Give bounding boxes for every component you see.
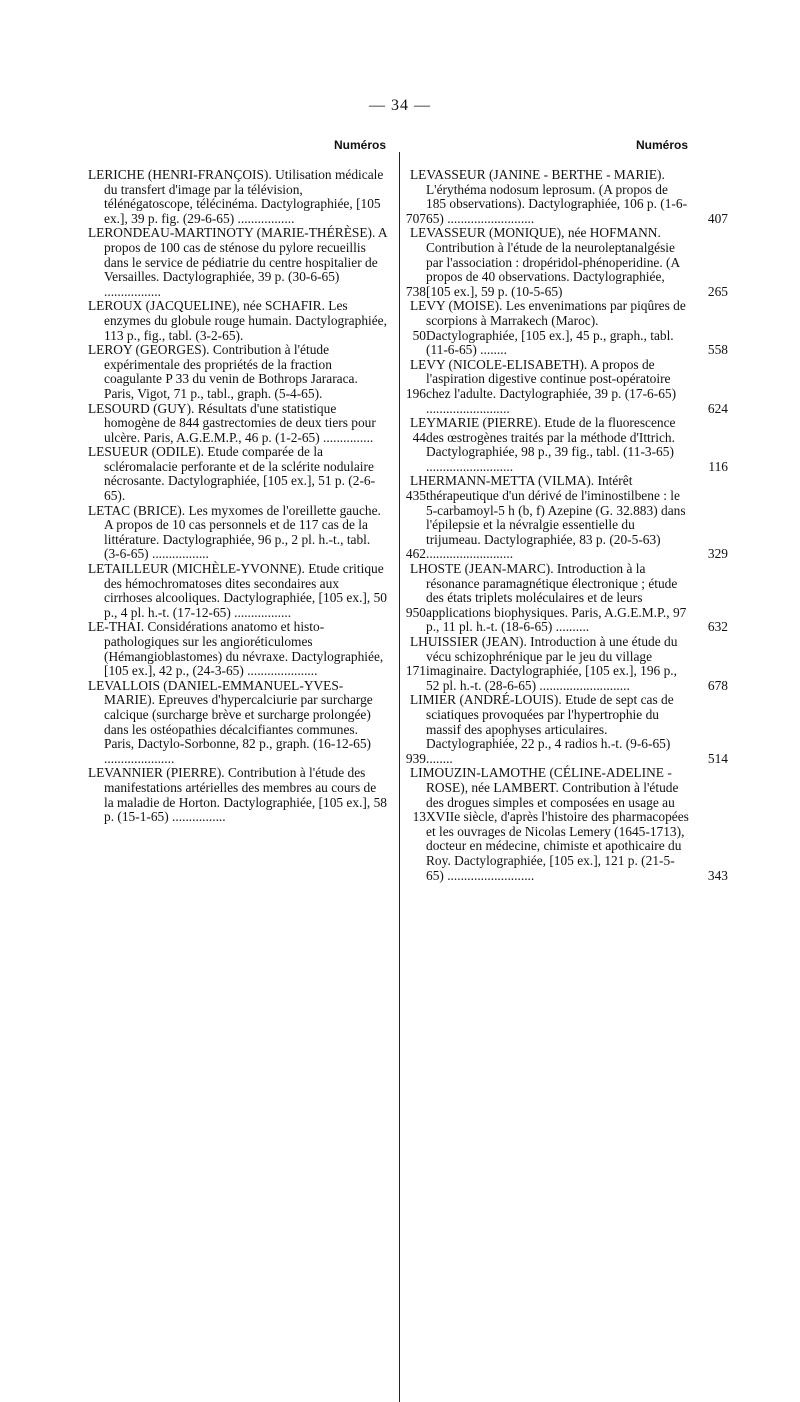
entry-number: 44: [412, 429, 426, 445]
right-column: [410, 138, 728, 883]
entry-number: 632: [707, 619, 728, 635]
thesis-entry: [410, 765, 728, 883]
thesis-entry: [410, 298, 728, 358]
entry-text: LIMOUZIN-LAMOTHE (CÉLINE-ADELINE - ROSE), née LAMBERT. Contribution à l'étude des drogues simples et composées en usage au XVIIe siècle, d'après l'histoire des pharmacopées et les ouvrages de Nicolas Lemery (1645-1713), docteur en médecine, chimiste et apothicaire du Roy. Dactylographiée, [105 ex.], 121 p. (21-5-65) ..........................: [410, 765, 689, 883]
thesis-entry: [88, 444, 426, 504]
entry-number: 939: [405, 750, 426, 766]
page-number: — 34 —: [369, 97, 431, 114]
entry-text: LETAC (BRICE). Les myxomes de l'oreillette gauche. A propos de 10 cas personnels et de 117 cas de la littérature. Dactylographiée, 96 p., 2 pl. h.-t., tabl. (3-6-65) .................: [88, 502, 381, 562]
thesis-entry: [88, 342, 426, 401]
entry-number: 196: [405, 385, 426, 401]
entry-text: LEROY (GEORGES). Contribution à l'étude expérimentale des propriétés de la fraction coagulante P 33 du venin de Bothrops Jararaca. Paris, Vigot, 71 p., tabl., graph. (5-4-65).: [88, 342, 358, 401]
thesis-entry: [88, 502, 426, 562]
left-entry-list: [88, 167, 426, 825]
thesis-entry: [88, 677, 426, 767]
entry-text: LEVASSEUR (JANINE - BERTHE - MARIE). L'érythéma nodosum leprosum. (A propos de 185 observations). Dactylographiée, 106 p. (1-6-65) ..........................: [410, 167, 688, 226]
entry-number: 116: [708, 458, 728, 474]
entry-number: 707: [405, 210, 426, 226]
entry-text: LEROUX (JACQUELINE), née SCHAFIR. Les enzymes du globule rouge humain. Dactylographiée, 113 p., fig., tabl. (3-2-65).: [88, 298, 387, 343]
thesis-entry: [88, 765, 426, 825]
thesis-entry: [410, 561, 728, 635]
entry-text: LEVANNIER (PIERRE). Contribution à l'étude des manifestations artérielles des membres au cours de la maladie de Horton. Dactylographiée, [105 ex.], 58 p. (15-1-65) ................: [88, 765, 387, 825]
entry-text: LIMIER (ANDRÉ-LOUIS). Etude de sept cas de sciatiques provoquées par l'hypertrophie du massif des apophyses articulaires. Dactylographiée, 22 p., 4 radios h.-t. (9-6-65) ........: [410, 692, 674, 766]
thesis-entry: [88, 298, 426, 343]
entry-number: 265: [707, 283, 728, 299]
entry-text: LEVALLOIS (DANIEL-EMMANUEL-YVES-MARIE). Epreuves d'hypercalciurie par surcharge calcique (surcharge brève et surcharge prolongée) dans les ostéopathies décalcifiantes communes. Paris, Dactylo-Sorbonne, 82 p., graph. (16-12-65) .....................: [88, 677, 373, 766]
entry-text: LEVY (MOISE). Les envenimations par piqûres de scorpions à Marrakech (Maroc). Dactylographiée, [105 ex.], 45 p., graph., tabl. (11-6-65) ........: [410, 298, 686, 358]
entry-text: LEVASSEUR (MONIQUE), née HOFMANN. Contribution à l'étude de la neuroleptanalgésie par l'association : dropéridol-phénoperidine. (A propos de 40 observations. Dactylographiée, [105 ex.], 59 p. (10-5-65): [410, 225, 680, 299]
thesis-entry: [410, 473, 728, 562]
entry-number: 514: [707, 750, 728, 766]
thesis-entry: [88, 561, 426, 620]
thesis-entry: [88, 167, 426, 226]
entry-text: LESUEUR (ODILE). Etude comparée de la scléromalacie perforante et de la sclérite nodulaire nécrosante. Dactylographiée, [105 ex.], 51 p. (2-6-65).: [88, 444, 376, 504]
entry-number: 462: [405, 546, 426, 562]
entry-number: 329: [707, 546, 728, 562]
entry-number: 13: [412, 809, 426, 825]
entry-number: 624: [707, 400, 728, 416]
thesis-entry: [88, 400, 426, 446]
entry-number: 171: [405, 663, 426, 679]
entry-number: 950: [405, 604, 426, 620]
entry-number: 678: [707, 677, 728, 693]
entry-text: LERONDEAU-MARTINOTY (MARIE-THÉRÈSE). A propos de 100 cas de sténose du pylore recueillis dans le service de pédiatrie du centre hospitalier de Versailles. Dactylographiée, 39 p. (30-6-65) .................: [88, 225, 387, 299]
thesis-entry: [410, 415, 728, 474]
right-entry-list: [410, 167, 728, 883]
entry-number: 558: [707, 342, 728, 358]
thesis-entry: [410, 634, 728, 693]
entry-number: 343: [707, 867, 728, 883]
right-column-header: Numéros: [635, 138, 688, 152]
thesis-entry: [410, 167, 728, 226]
entry-text: LETAILLEUR (MICHÈLE-YVONNE). Etude critique des hémochromatoses dites secondaires aux cirrhoses alcooliques. Dactylographiée, [105 ex.], 50 p., 4 pl. h.-t. (17-12-65) .................: [88, 561, 387, 620]
entry-text: LERICHE (HENRI-FRANÇOIS). Utilisation médicale du transfert d'image par la télévision, télénégatoscope, télécinéma. Dactylographiée, [105 ex.], 39 p. fig. (29-6-65) .................: [88, 167, 384, 226]
entry-text: LEYMARIE (PIERRE). Etude de la fluorescence des œstrogènes traités par la méthode d'Ittrich. Dactylographiée, 98 p., 39 fig., tabl. (11-3-65) ..........................: [410, 415, 676, 474]
thesis-entry: [410, 225, 728, 299]
entry-text: LEVY (NICOLE-ELISABETH). A propos de l'aspiration digestive continue post-opératoire chez l'adulte. Dactylographiée, 39 p. (17-6-65) .........................: [410, 356, 677, 416]
thesis-entry: [410, 692, 728, 766]
thesis-entry: [410, 356, 728, 416]
entry-number: 50: [412, 327, 426, 343]
entry-text: LHUISSIER (JEAN). Introduction à une étude du vécu schizophrénique par le jeu du village imaginaire. Dactylographiée, [105 ex.], 196 p., 52 pl. h.-t. (28-6-65) ...........................: [410, 634, 678, 693]
entry-text: LHOSTE (JEAN-MARC). Introduction à la résonance paramagnétique électronique ; étude des états triplets moléculaires et de leurs applications biophysiques. Paris, A.G.E.M.P., 97 p., 11 pl. h.-t. (18-6-65) ..........: [410, 561, 687, 635]
entry-text: LE-THAI. Considérations anatomo et histo-pathologiques sur les angioréticulomes (Hémangioblastomes) du névraxe. Dactylographiée, [105 ex.], 42 p., (24-3-65) .....................: [88, 619, 384, 679]
thesis-entry: [88, 225, 426, 299]
entry-text: LHERMANN-METTA (VILMA). Intérêt thérapeutique d'un dérivé de l'iminostilbene : le 5-carbamoyl-5 h (b, f) Azepine (G. 32.883) dans l'épilepsie et la névralgie essentielle du trijumeau. Dactylographiée, 83 p. (20-5-63) ..........................: [410, 473, 686, 562]
left-column-header: Numéros: [333, 138, 386, 152]
entry-number: 435: [405, 488, 426, 504]
thesis-entry: [88, 619, 426, 679]
entry-number: 738: [405, 283, 426, 299]
left-column: [88, 138, 426, 825]
entry-number: 407: [707, 210, 728, 226]
entry-text: LESOURD (GUY). Résultats d'une statistique homogène de 844 gastrectomies de deux tiers pour ulcère. Paris, A.G.E.M.P., 46 p. (1-2-65) ...............: [88, 400, 376, 445]
